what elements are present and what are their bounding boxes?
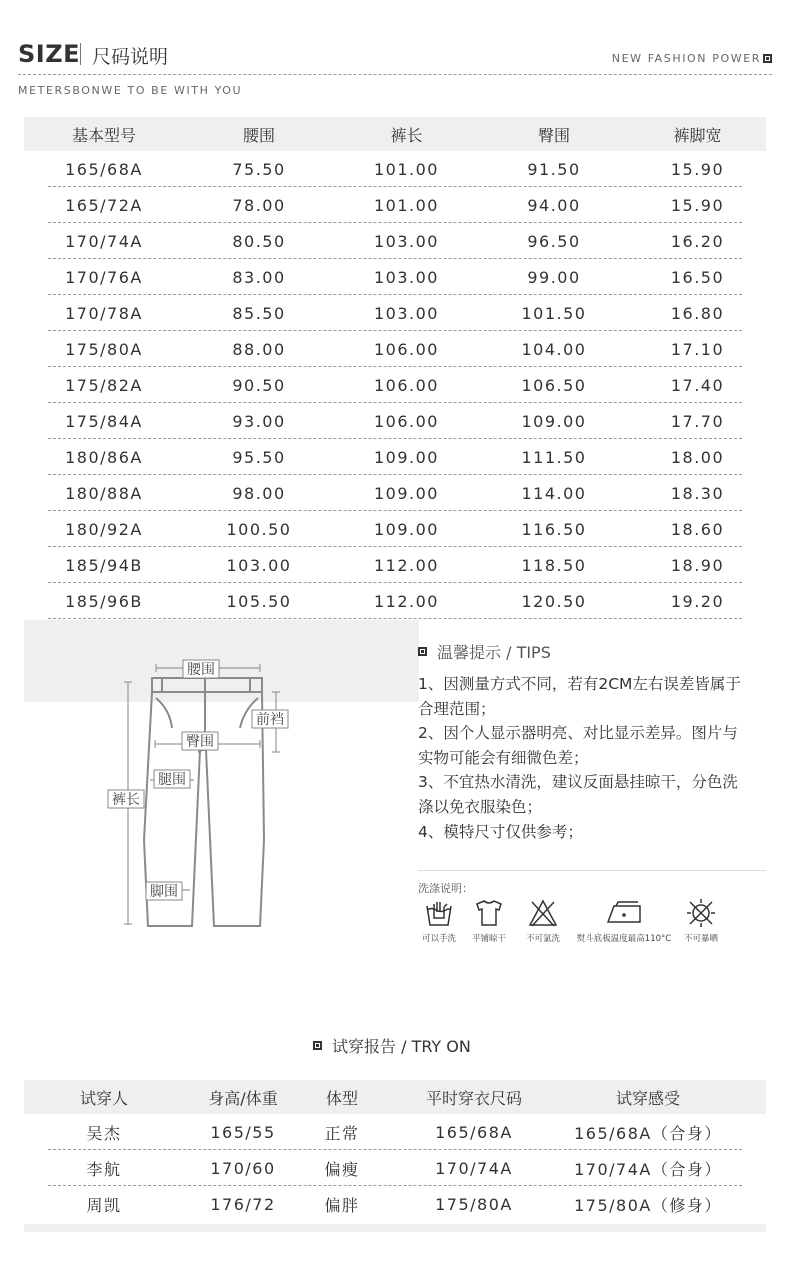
table-cell: 106.00 xyxy=(374,375,439,395)
table-row xyxy=(24,331,766,367)
hem-label: 脚围 xyxy=(150,884,178,900)
title-divider xyxy=(80,43,81,65)
table-cell: 吴杰 xyxy=(86,1123,122,1143)
table-cell: 80.50 xyxy=(232,231,286,251)
table-cell: 周凯 xyxy=(86,1195,122,1215)
table-cell: 103.00 xyxy=(374,267,439,287)
table-cell: 170/78A xyxy=(65,303,143,323)
table-cell: 正常 xyxy=(324,1123,360,1143)
size-table xyxy=(24,117,766,619)
table-cell: 170/76A xyxy=(65,267,143,287)
header-cell: 试穿人 xyxy=(79,1088,128,1108)
hip-label: 臀围 xyxy=(186,734,214,750)
table-cell: 101.00 xyxy=(374,159,439,179)
table-cell: 17.40 xyxy=(670,375,725,395)
square-bullet-icon xyxy=(763,54,772,63)
table-cell: 93.00 xyxy=(232,411,286,431)
size-table-header xyxy=(24,117,766,151)
iron-icon xyxy=(604,898,644,928)
table-cell: 109.00 xyxy=(374,447,439,467)
tip-item: 2、因个人显示器明亮、对比显示差异。图片与实物可能会有细微色差； xyxy=(418,724,738,767)
thigh-label: 腿围 xyxy=(158,772,186,788)
table-cell: 偏瘦 xyxy=(324,1159,360,1179)
table-cell: 180/92A xyxy=(65,519,143,539)
header-cell: 平时穿衣尺码 xyxy=(425,1088,522,1108)
table-cell: 16.50 xyxy=(670,267,725,287)
table-cell: 偏胖 xyxy=(324,1195,360,1215)
subheading: METERSBONWE TO BE WITH YOU xyxy=(18,84,243,97)
table-cell: 95.50 xyxy=(232,447,286,467)
table-cell: 李航 xyxy=(86,1159,122,1179)
table-row xyxy=(24,151,766,187)
table-cell: 175/82A xyxy=(65,375,143,395)
table-row xyxy=(24,547,766,583)
header-cell: 体型 xyxy=(325,1088,358,1108)
table-cell: 165/72A xyxy=(65,195,143,215)
table-cell: 100.50 xyxy=(226,519,292,539)
table-cell: 180/88A xyxy=(65,483,143,503)
size-title-cn: 尺码说明 xyxy=(92,46,169,68)
table-row xyxy=(24,475,766,511)
table-cell: 165/55 xyxy=(210,1122,276,1142)
table-cell: 114.00 xyxy=(521,483,587,503)
tryon-table xyxy=(24,1080,766,1222)
table-row xyxy=(24,187,766,223)
table-row xyxy=(24,1114,766,1150)
table-cell: 104.00 xyxy=(521,339,587,359)
pants-diagram xyxy=(100,640,300,930)
header-divider xyxy=(18,74,772,75)
no-bleach-icon xyxy=(528,898,558,928)
header-cell: 试穿感受 xyxy=(615,1088,680,1108)
tryon-title: 试穿报告 / TRY ON xyxy=(332,1037,471,1056)
header-cell: 臀围 xyxy=(537,125,570,145)
table-cell: 101.00 xyxy=(374,195,439,215)
size-title: SIZE xyxy=(18,40,81,68)
table-cell: 116.50 xyxy=(521,519,587,539)
table-cell: 103.00 xyxy=(374,231,439,251)
wash-title: 洗涤说明： xyxy=(418,882,473,895)
table-cell: 103.00 xyxy=(226,555,292,575)
table-row xyxy=(24,1150,766,1186)
table-cell: 85.50 xyxy=(232,303,286,323)
table-cell: 109.00 xyxy=(374,483,439,503)
no-sun-icon xyxy=(686,898,716,928)
table-cell: 175/80A xyxy=(435,1194,513,1214)
table-cell: 175/80A xyxy=(65,339,143,359)
waist-label: 腰围 xyxy=(187,662,215,678)
table-cell: 106.50 xyxy=(521,375,587,395)
header-cell: 腰围 xyxy=(242,125,275,145)
table-cell: 18.30 xyxy=(670,483,725,503)
table-cell: 170/74A xyxy=(65,231,143,251)
table-cell: 106.00 xyxy=(374,411,439,431)
table-row xyxy=(24,583,766,619)
length-label: 裤长 xyxy=(112,792,140,808)
table-cell: 106.00 xyxy=(374,339,439,359)
front-rise-label: 前裆 xyxy=(256,712,284,728)
table-cell: 18.90 xyxy=(670,555,725,575)
table-cell: 180/86A xyxy=(65,447,143,467)
table-row xyxy=(24,223,766,259)
table-cell: 103.00 xyxy=(374,303,439,323)
table-cell: 165/68A（合身） xyxy=(574,1123,722,1143)
table-cell: 99.00 xyxy=(527,267,581,287)
table-cell: 18.60 xyxy=(670,519,725,539)
table-cell: 90.50 xyxy=(232,375,286,395)
wash-item: 可以手洗 xyxy=(416,898,462,944)
tryon-footer-band xyxy=(24,1224,766,1232)
table-cell: 96.50 xyxy=(527,231,581,251)
tips-heading xyxy=(418,640,551,663)
tip-item: 1、因测量方式不同，若有2CM左右误差皆属于合理范围； xyxy=(418,675,741,718)
tips-title: 温馨提示 / TIPS xyxy=(437,643,551,662)
table-cell: 111.50 xyxy=(521,447,587,467)
table-cell: 109.00 xyxy=(521,411,587,431)
table-cell: 78.00 xyxy=(232,195,286,215)
table-cell: 16.80 xyxy=(670,303,725,323)
table-cell: 17.10 xyxy=(670,339,725,359)
tryon-table-body xyxy=(24,1114,766,1222)
wash-item: 平铺晾干 xyxy=(462,898,516,944)
table-cell: 15.90 xyxy=(670,195,725,215)
table-cell: 170/74A xyxy=(435,1158,513,1178)
flat-dry-icon xyxy=(474,898,504,928)
table-row xyxy=(24,367,766,403)
table-cell: 98.00 xyxy=(232,483,286,503)
table-cell: 83.00 xyxy=(232,267,286,287)
table-cell: 75.50 xyxy=(232,159,286,179)
table-cell: 176/72 xyxy=(210,1194,276,1214)
table-cell: 17.70 xyxy=(670,411,725,431)
tips-list xyxy=(418,672,753,844)
table-cell: 175/80A（修身） xyxy=(574,1195,722,1215)
tip-item: 4、模特尺寸仅供参考； xyxy=(418,822,583,841)
table-cell: 19.20 xyxy=(670,591,725,611)
table-cell: 109.00 xyxy=(374,519,439,539)
table-cell: 185/94B xyxy=(65,555,143,575)
table-cell: 120.50 xyxy=(521,591,587,611)
table-row xyxy=(24,439,766,475)
tagline xyxy=(612,52,772,65)
table-cell: 118.50 xyxy=(521,555,587,575)
table-cell: 91.50 xyxy=(527,159,581,179)
table-row xyxy=(24,511,766,547)
table-cell: 88.00 xyxy=(232,339,286,359)
header-cell: 裤长 xyxy=(390,125,423,145)
table-row xyxy=(24,1186,766,1222)
tryon-heading xyxy=(313,1034,471,1057)
table-cell: 165/68A xyxy=(65,159,143,179)
table-row xyxy=(24,403,766,439)
table-cell: 16.20 xyxy=(670,231,725,251)
wash-item: 不可暴晒 xyxy=(678,898,724,944)
square-bullet-icon xyxy=(313,1041,322,1050)
wash-divider xyxy=(418,870,766,871)
table-cell: 112.00 xyxy=(374,555,439,575)
table-row xyxy=(24,259,766,295)
header-cell: 基本型号 xyxy=(71,125,136,145)
table-row xyxy=(24,295,766,331)
tagline-text: NEW FASHION POWER xyxy=(611,52,761,65)
size-table-body xyxy=(24,151,766,619)
hand-wash-icon xyxy=(424,898,454,928)
table-cell: 185/96B xyxy=(65,591,143,611)
tryon-table-header xyxy=(24,1080,766,1114)
table-cell: 18.00 xyxy=(670,447,725,467)
table-cell: 105.50 xyxy=(226,591,292,611)
table-cell: 112.00 xyxy=(374,591,439,611)
table-cell: 170/60 xyxy=(210,1158,276,1178)
table-cell: 15.90 xyxy=(670,159,725,179)
header-cell: 裤脚宽 xyxy=(673,125,722,145)
wash-item: 熨斗底板温度最高110°C xyxy=(570,898,678,944)
square-bullet-icon xyxy=(418,647,427,656)
table-cell: 165/68A xyxy=(435,1122,513,1142)
table-cell: 170/74A（合身） xyxy=(574,1159,722,1179)
table-cell: 94.00 xyxy=(527,195,581,215)
header-cell: 身高/体重 xyxy=(208,1088,278,1108)
wash-icons xyxy=(416,898,724,944)
table-cell: 175/84A xyxy=(65,411,143,431)
wash-item: 不可氯洗 xyxy=(516,898,570,944)
table-cell: 101.50 xyxy=(521,303,587,323)
tip-item: 3、不宜热水清洗，建议反面悬挂晾干，分色洗涤以免衣服染色； xyxy=(418,773,738,816)
